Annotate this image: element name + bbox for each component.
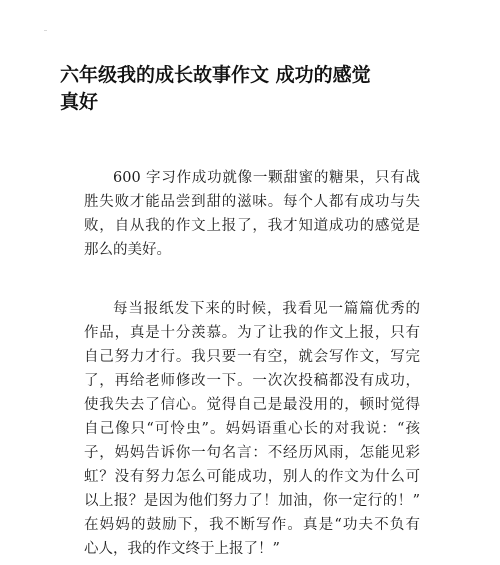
paragraph-2-line-3: 自己努力才行。我只要一有空，就会写作文，写完	[84, 349, 420, 365]
paragraph-2-line-2: 作品，真是十分羡慕。为了让我的作文上报，只有	[84, 325, 420, 341]
paragraph-2-line-6: 自己像只“可怜虫”。妈妈语重心长的对我说：“孩	[84, 421, 420, 437]
paragraph-2-line-4: 了，再给老师修改一下。一次次投稿都没有成功，	[84, 373, 420, 389]
paragraph-2-line-1: 每当报纸发下来的时候，我看见一篇篇优秀的	[113, 301, 420, 317]
paragraph-1-line-4: 那么的美好。	[84, 242, 171, 258]
page-corner-mark	[44, 30, 47, 31]
paragraph-2-line-7: 子，妈妈告诉你一句名言：不经历风雨，怎能见彩	[84, 445, 420, 461]
article-title	[60, 62, 440, 116]
paragraph-2-line-8: 虹？没有努力怎么可能成功，别人的作文为什么可	[84, 469, 420, 485]
paragraph-2-line-10: 在妈妈的鼓励下，我不断写作。真是“功夫不负有	[84, 517, 420, 533]
paragraph-1-line-1: 600 字习作成功就像一颗甜蜜的糖果，只有战	[113, 170, 420, 186]
paragraph-2-line-9: 以上报？是因为他们努力了！加油，你一定行的！”	[84, 493, 420, 509]
paragraph-2-line-5: 使我失去了信心。觉得自己是最没用的，顿时觉得	[84, 397, 420, 413]
paragraph-2	[84, 297, 420, 561]
paragraph-2-line-11: 心人，我的作文终于上报了！”	[84, 541, 280, 557]
title-line-1: 六年级我的成长故事作文 成功的感觉	[60, 64, 371, 86]
title-line-2: 真好	[60, 91, 99, 113]
paragraph-1-line-3: 败，自从我的作文上报了，我才知道成功的感觉是	[84, 218, 420, 234]
paragraph-1	[84, 166, 420, 262]
paragraph-1-line-2: 胜失败才能品尝到甜的滋味。每个人都有成功与失	[84, 194, 420, 210]
